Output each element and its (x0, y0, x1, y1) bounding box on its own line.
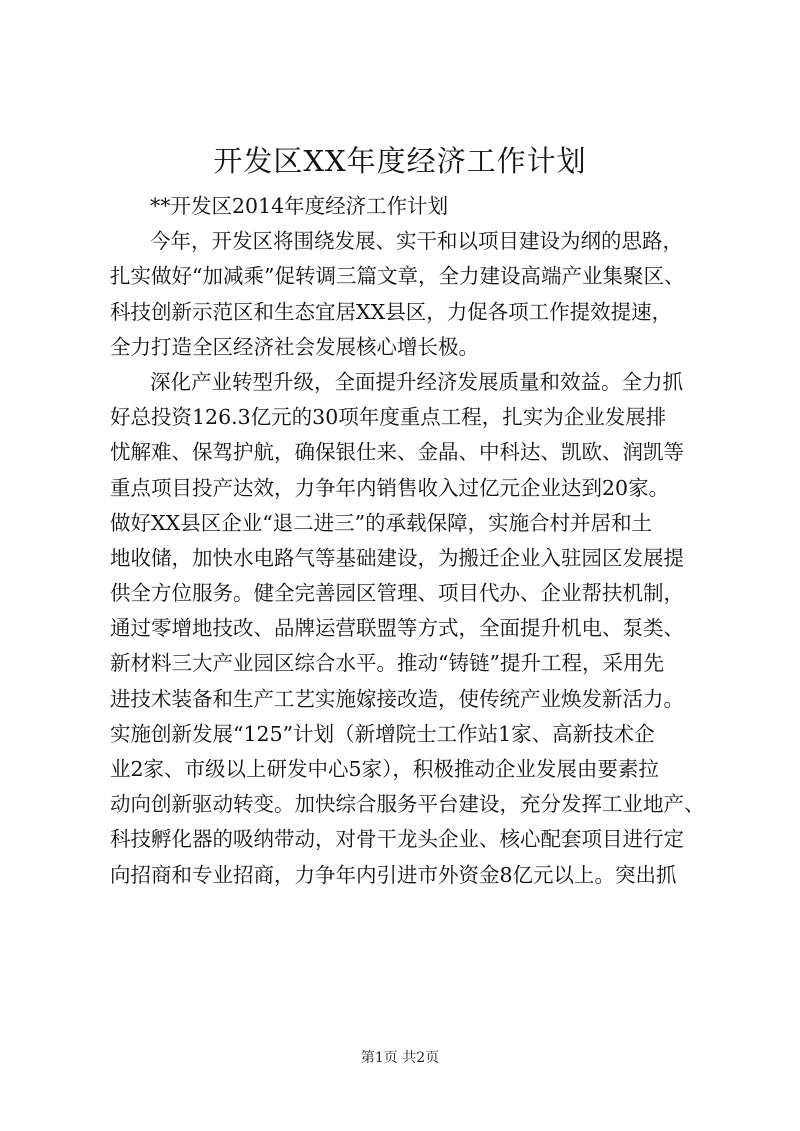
document-body (110, 189, 710, 893)
paragraph-line: 科技创新示范区和生态宜居XX县区，力促各项工作提效提速， (110, 299, 673, 324)
paragraph-line: 做好XX县区企业“退二进三”的承载保障，实施合村并居和土 (110, 510, 653, 535)
paragraph-line: 今年，开发区将围绕发展、实干和以项目建设为纲的思路， (150, 229, 683, 254)
paragraph-line: 重点项目投产达效，力争年内销售收入过亿元企业达到20家。 (110, 475, 670, 500)
document-title: 开发区XX年度经济工作计划 (213, 144, 587, 178)
paragraph-line: 深化产业转型升级，全面提升经济发展质量和效益。全力抓 (150, 369, 683, 394)
paragraph-line: 供全方位服务。健全完善园区管理、项目代办、企业帮扶机制， (110, 581, 684, 606)
paragraph-line: 向招商和专业招商，力争年内引进市外资金8亿元以上。突出抓 (110, 862, 677, 887)
paragraph-line: 忧解难、保驾护航，确保银仕来、金晶、中科达、凯欧、润凯等 (110, 440, 684, 465)
paragraph-line: 动向创新驱动转变。加快综合服务平台建设，充分发挥工业地产、 (110, 792, 705, 817)
paragraph-line: 地收储，加快水电路气等基础建设，为搬迁企业入驻园区发展提 (110, 545, 684, 570)
paragraph-line: 科技孵化器的吸纳带动，对骨干龙头企业、核心配套项目进行定 (110, 827, 684, 852)
paragraph-line: 进技术装备和生产工艺实施嫁接改造，使传统产业焕发新活力。 (110, 686, 684, 711)
subtitle-line: **开发区2014年度经济工作计划 (150, 194, 449, 218)
paragraph-line: 业2家、市级以上研发中心5家），积极推动企业发展由要素拉 (110, 757, 659, 781)
paragraph-line: 新材料三大产业园区综合水平。推动“铸链”提升工程，采用先 (110, 651, 664, 676)
paragraph-line: 全力打造全区经济社会发展核心增长极。 (110, 334, 479, 359)
paragraph-line: 好总投资126.3亿元的30项年度重点工程，扎实为企业发展排 (110, 405, 667, 430)
paragraph-line: 扎实做好“加减乘”促转调三篇文章，全力建设高端产业集聚区、 (110, 264, 685, 289)
paragraph-line: 通过零增地技改、品牌运营联盟等方式，全面提升机电、泵类、 (110, 616, 684, 641)
paragraph-line: 实施创新发展“125”计划（新增院士工作站1家、高新技术企 (110, 721, 655, 746)
page-number-footer: 第1页 共2页 (360, 1050, 440, 1066)
